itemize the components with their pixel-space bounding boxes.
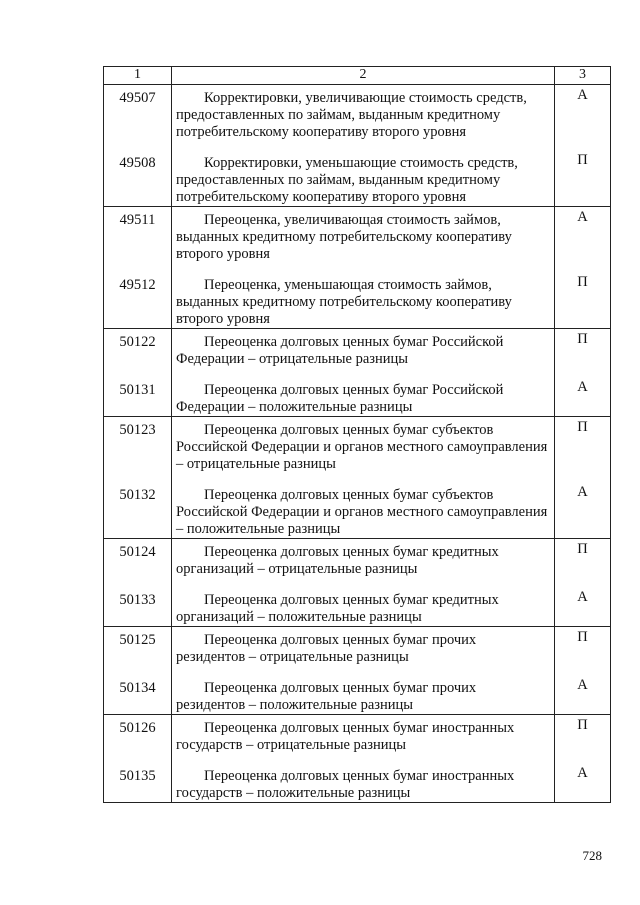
account-type: А — [577, 765, 588, 781]
account-name: Переоценка долговых ценных бумаг Российской Федерации – отрицательные разницы — [176, 334, 504, 367]
code-column-cell — [104, 627, 172, 715]
account-type: А — [577, 379, 588, 395]
type-column-cell — [555, 715, 611, 803]
name-column-cell — [172, 539, 555, 627]
account-code: 50123 — [119, 422, 156, 438]
account-name: Корректировки, увеличивающие стоимость средств, предоставленных по займам, выданным кредитному потребительскому кооперативу второго уровня — [176, 90, 527, 140]
header-row — [104, 67, 611, 85]
account-code: 50124 — [119, 544, 156, 560]
account-type: А — [577, 209, 588, 225]
group-row — [104, 417, 611, 539]
type-column-cell — [555, 329, 611, 417]
account-type: П — [577, 717, 588, 733]
header-col-3: 3 — [555, 67, 611, 85]
account-type: А — [577, 484, 588, 500]
account-code: 50125 — [119, 632, 156, 648]
account-name: Переоценка долговых ценных бумаг прочих резидентов – отрицательные разницы — [176, 632, 477, 665]
account-type: П — [577, 419, 588, 435]
code-column-cell — [104, 715, 172, 803]
account-name: Переоценка долговых ценных бумаг кредитных организаций – положительные разницы — [176, 592, 499, 625]
account-code: 50126 — [119, 720, 156, 736]
account-name: Переоценка, уменьшающая стоимость займов, выданных кредитному потребительскому кооперативу второго уровня — [176, 277, 512, 327]
group-row — [104, 715, 611, 803]
code-column-cell — [104, 85, 172, 207]
group-row — [104, 329, 611, 417]
group-row — [104, 207, 611, 329]
account-code: 49511 — [119, 212, 156, 228]
code-column-cell — [104, 417, 172, 539]
type-column-cell — [555, 627, 611, 715]
name-column-cell — [172, 627, 555, 715]
account-name: Переоценка долговых ценных бумаг прочих резидентов – положительные разницы — [176, 680, 477, 713]
name-column-cell — [172, 329, 555, 417]
account-code: 49512 — [119, 277, 156, 293]
group-row — [104, 627, 611, 715]
accounts-table — [103, 66, 611, 803]
name-column-cell — [172, 715, 555, 803]
account-code: 49508 — [119, 155, 156, 171]
account-name: Корректировки, уменьшающие стоимость средств, предоставленных по займам, выданным кредитному потребительскому кооперативу второго уровня — [176, 155, 518, 205]
name-column-cell — [172, 85, 555, 207]
account-type: П — [577, 629, 588, 645]
account-code: 49507 — [119, 90, 156, 106]
group-row — [104, 539, 611, 627]
account-name: Переоценка, увеличивающая стоимость займов, выданных кредитному потребительскому кооперативу второго уровня — [176, 212, 512, 262]
account-code: 50134 — [119, 680, 156, 696]
account-code: 50122 — [119, 334, 156, 350]
group-row — [104, 85, 611, 207]
type-column-cell — [555, 207, 611, 329]
account-type: А — [577, 677, 588, 693]
type-column-cell — [555, 539, 611, 627]
header-col-1: 1 — [104, 67, 172, 85]
account-name: Переоценка долговых ценных бумаг Российской Федерации – положительные разницы — [176, 382, 504, 415]
account-type: А — [577, 87, 588, 103]
code-column-cell — [104, 539, 172, 627]
code-column-cell — [104, 329, 172, 417]
account-name: Переоценка долговых ценных бумаг иностранных государств – положительные разницы — [176, 768, 515, 801]
account-type: А — [577, 589, 588, 605]
account-name: Переоценка долговых ценных бумаг кредитных организаций – отрицательные разницы — [176, 544, 499, 577]
account-type: П — [577, 541, 588, 557]
code-column-cell — [104, 207, 172, 329]
name-column-cell — [172, 417, 555, 539]
account-code: 50133 — [119, 592, 156, 608]
page-number: 728 — [582, 848, 602, 863]
account-code: 50132 — [119, 487, 156, 503]
account-code: 50135 — [119, 768, 156, 784]
account-type: П — [577, 331, 588, 347]
type-column-cell — [555, 85, 611, 207]
account-name: Переоценка долговых ценных бумаг субъектов Российской Федерации и органов местного самоуправления – отрицательные разницы — [176, 422, 548, 472]
type-column-cell — [555, 417, 611, 539]
header-col-2: 2 — [172, 67, 555, 85]
accounts-table-body — [104, 67, 611, 803]
account-code: 50131 — [119, 382, 156, 398]
account-type: П — [577, 274, 588, 290]
account-type: П — [577, 152, 588, 168]
account-name: Переоценка долговых ценных бумаг субъектов Российской Федерации и органов местного самоуправления – положительные разницы — [176, 487, 548, 537]
account-name: Переоценка долговых ценных бумаг иностранных государств – отрицательные разницы — [176, 720, 515, 753]
name-column-cell — [172, 207, 555, 329]
